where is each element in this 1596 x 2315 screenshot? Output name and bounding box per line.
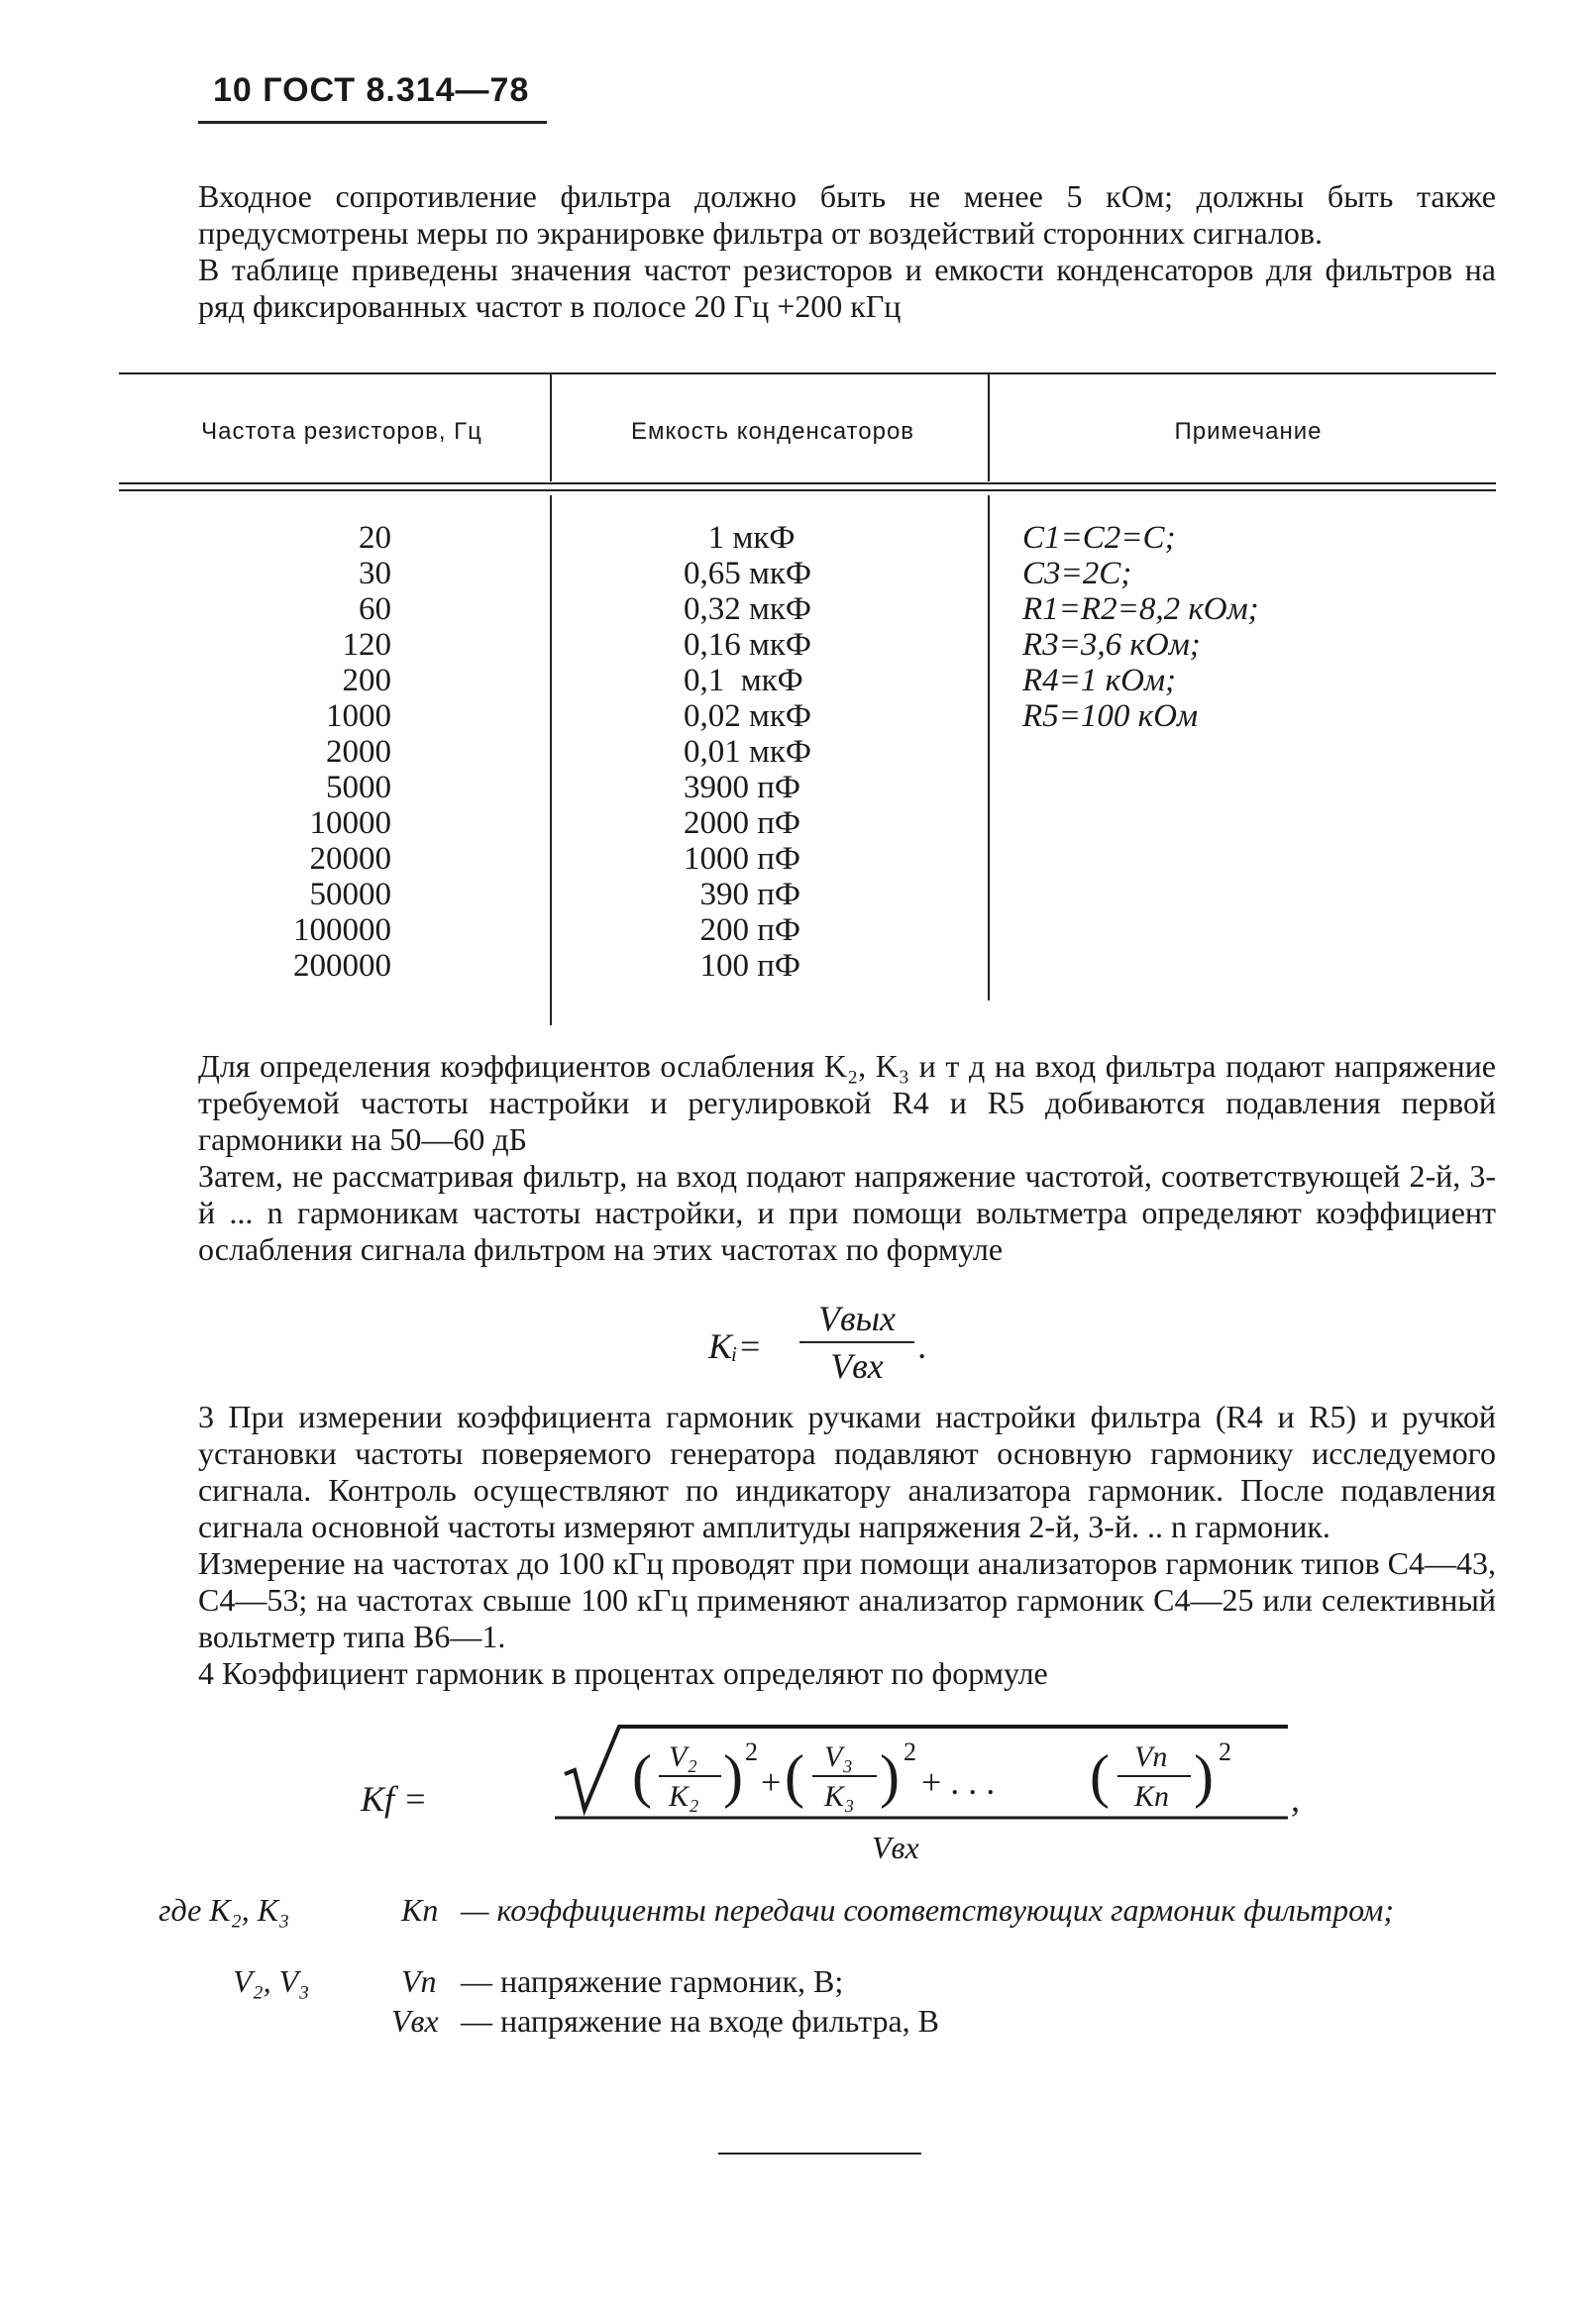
svg-text:K₂: K₂ [669,1780,699,1813]
table-header-rule-2 [119,489,1496,491]
freq-cell: 1000 [326,698,391,734]
svg-text:): ) [723,1743,743,1809]
paragraph-coefficient: 4 Коэффициент гармоник в процентах определяют по формуле [198,1655,1048,1691]
fraction-bar [799,1341,914,1343]
freq-cell: 50000 [309,877,391,912]
intro-paragraph-1: Входное сопротивление фильтра должно быть не менее 5 кОм; должны быть также предусмотрены меры по экранировке фильтра от воздействий сторонних сигналов. [198,178,1496,251]
caps-cell: 200 пФ [684,912,800,948]
table-divider-1a [550,374,552,481]
caps-cell: 3900 пФ [684,770,800,805]
svg-text:+ . . .: + . . . [921,1762,996,1802]
table-divider-1b [550,495,552,1025]
paragraph-attenuation: Для определения коэффициентов ослабления K₂, K₃ и т д на вход фильтра подают напряжение требуемой частоты настройки и регулировкой R4 и R5 добиваются подавления первой гармоники на 50—60 дБ [198,1048,1496,1157]
table-header-rule-1 [119,482,1496,484]
caps-cell: 2000 пФ [684,805,800,841]
freq-cell: 100000 [293,912,391,948]
svg-text:V₃: V₃ [824,1740,853,1773]
intro-paragraph-2: В таблице приведены значения частот резисторов и емкости конденсаторов для фильтров на ряд фиксированных частот в полосе 20 Гц +200 кГц [198,252,1496,324]
glossary-symbol-1: где K₂, K₃ [159,1892,290,1928]
formula-ki-period: . [918,1326,927,1366]
glossary-symbol-2: Vвх [391,2003,439,2039]
glossary-row [159,1963,1506,2003]
note-line: R5=100 кОм [1022,698,1199,734]
svg-text:): ) [880,1743,900,1809]
caps-cell: 0,16 мкФ [684,627,811,663]
glossary-definition: — коэффициенты передачи соответствующих гармоник фильтром; [461,1892,1394,1928]
svg-text:2: 2 [904,1737,916,1766]
note-line: R4=1 кОм; [1022,663,1176,698]
svg-text:(: ( [785,1743,804,1809]
header-underline [198,121,547,124]
formula-ki [708,1298,946,1387]
svg-text:Kn: Kn [1134,1780,1170,1813]
paragraph-procedure: Затем, не рассматривая фильтр, на вход подают напряжение частотой, соответствующей 2-й, 3-й ... n гармоникам частоты настройки, и при помощи вольтметра определяют коэффициент ослабления сигнала фильтром на этих частотах по формуле [198,1158,1496,1267]
note-line: R3=3,6 кОм; [1022,627,1201,663]
freq-cell: 30 [359,556,391,591]
glossary-symbol-2: Kn [401,1892,439,1928]
table-header-caps: Емкость конденсаторов [630,418,915,445]
formula-kf [357,1719,1308,1877]
svg-text:+: + [761,1762,782,1802]
note-line: R1=R2=8,2 кОм; [1022,591,1259,627]
body-text-1 [198,1048,1496,1268]
svg-text:V₂: V₂ [669,1740,697,1773]
symbol-glossary [159,1892,1506,2043]
glossary-definition: — напряжение на входе фильтра, В [461,2003,939,2039]
end-rule [718,2153,921,2155]
caps-cell: 0,01 мкФ [684,734,811,770]
caps-cell: 1000 пФ [684,841,800,877]
page-header: 10 ГОСТ 8.314—78 [213,71,530,109]
freq-cell: 120 [342,627,391,663]
formula-kf-comma: , [1291,1779,1300,1819]
note-line: C1=C2=C; [1022,520,1176,556]
caps-column [684,520,862,984]
glossary-row [159,1892,1506,1963]
glossary-symbol-1: V₂, V₃ [233,1963,310,1999]
freq-cell: 2000 [326,734,391,770]
caps-cell: 0,65 мкФ [684,556,811,591]
formula-ki-numerator: Vвых [818,1299,896,1338]
body-text-2 [198,1399,1496,1692]
paragraph-measurement: 3 При измерении коэффициента гармоник ручками настройки фильтра (R4 и R5) и ручкой установки частоты поверяемого генератора подавляют основную гармонику исследуемого сигнала. Контроль осуществляют по индикатору анализатора гармоник. После подавления сигнала основной частоты измеряют амплитуды напряжения 2-й, 3-й. .. n гармоник. [198,1399,1497,1544]
svg-text:(: ( [1090,1743,1110,1809]
svg-text:(: ( [632,1743,652,1809]
table-top-rule [119,372,1496,374]
table-divider-2a [988,374,990,481]
caps-cell: 100 пФ [684,948,800,984]
glossary-row [159,2003,1506,2043]
freq-cell: 5000 [326,770,391,805]
glossary-symbol-2: Vn [401,1963,437,1999]
caps-cell: 0,1 мкФ [684,663,803,698]
notes-column [1022,520,1419,734]
paragraph-analyzers: Измерение на частотах до 100 кГц проводят при помощи анализаторов гармоник типов С4—43, С4—53; на частотах свыше 100 кГц применяют анализатор гармоник С4—25 или селективный вольтметр типа В6—1. [198,1545,1496,1654]
formula-ki-lhs: Kᵢ= [708,1326,762,1366]
table-divider-2b [988,495,990,1000]
freq-cell: 200000 [293,948,391,984]
svg-text:2: 2 [745,1737,758,1766]
caps-cell: 0,02 мкФ [684,698,811,734]
freq-column [223,520,391,984]
formula-kf-denominator: Vвх [872,1830,919,1865]
caps-cell: 1 мкФ [684,520,796,556]
formula-ki-denominator: Vвх [830,1346,884,1386]
table-header-note: Примечание [1174,418,1323,445]
freq-cell: 20000 [309,841,391,877]
freq-cell: 10000 [309,805,391,841]
intro-text [198,178,1496,325]
freq-cell: 200 [342,663,391,698]
svg-text:2: 2 [1219,1737,1231,1766]
freq-cell: 60 [359,591,391,627]
formula-kf-lhs: Kf = [361,1779,428,1819]
caps-cell: 0,32 мкФ [684,591,811,627]
note-line: C3=2C; [1022,556,1132,591]
table-header-freq: Частота резисторов, Гц [201,418,482,445]
caps-cell: 390 пФ [684,877,800,912]
glossary-definition: — напряжение гармоник, В; [461,1963,844,1999]
svg-text:): ) [1194,1743,1214,1809]
svg-text:Vn: Vn [1134,1740,1168,1773]
freq-cell: 20 [359,520,391,556]
svg-text:K₃: K₃ [824,1780,855,1813]
